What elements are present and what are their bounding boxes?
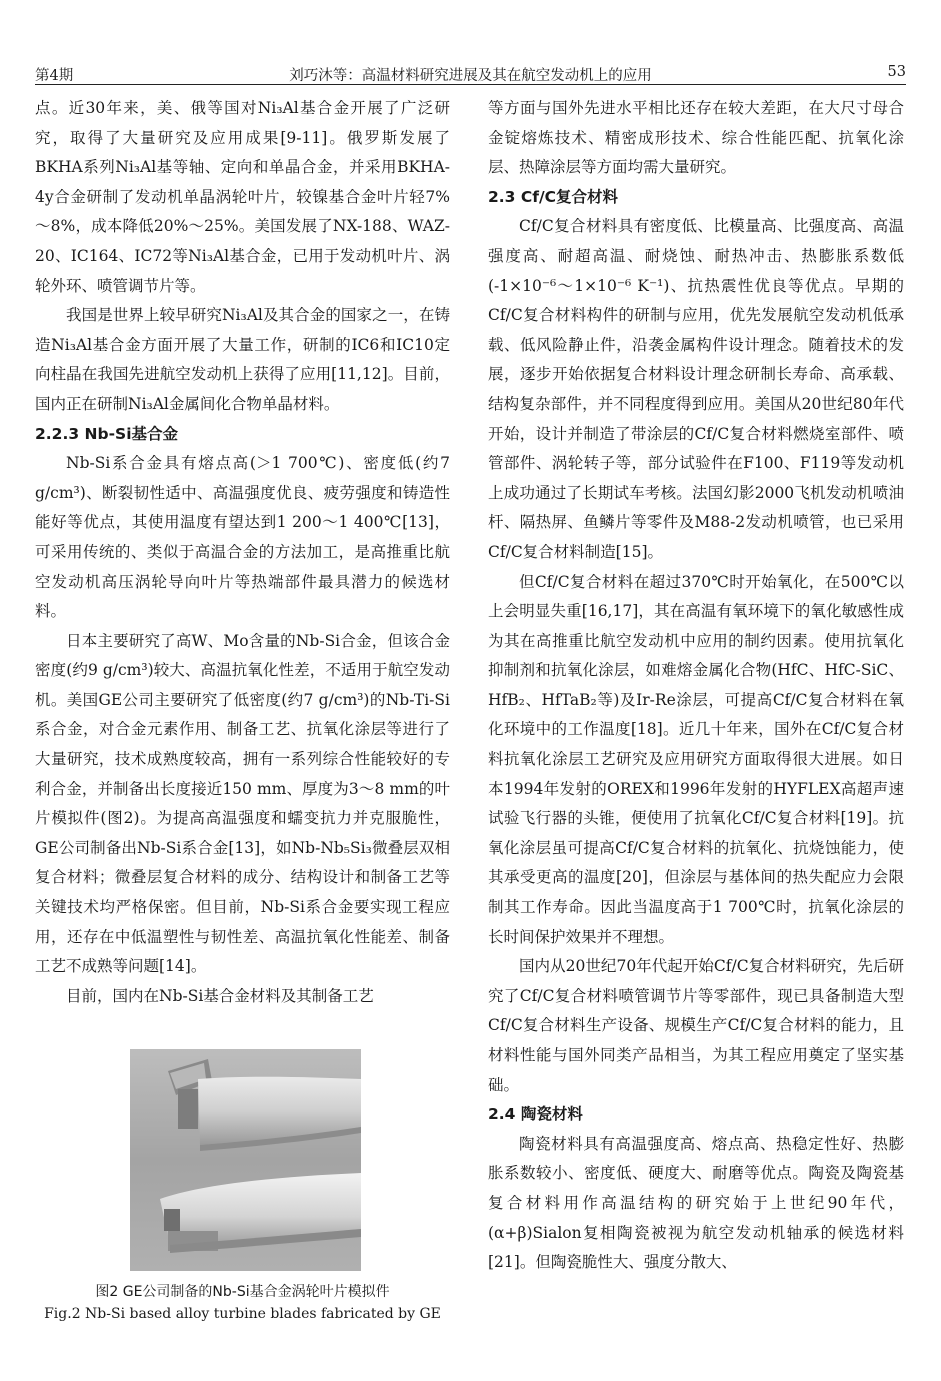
paragraph: Cf/C复合材料具有密度低、比模量高、比强度高、高温强度高、耐超高温、耐烧蚀、耐热冲击、热膨胀系数低(-1×10⁻⁶～1×10⁻⁶ K⁻¹)、抗热震性优良等优点。早期的Cf/C复合材料构件的研制与应用，优先发展航空发动机低承载、低风险静止件，沿袭金属构件设计理念。随着技术的发展，逐步开始依据复合材料设计理念研制长寿命、高承载、结构复杂部件，并不同程度得到应用。美国从20世纪80年代开始，设计并制造了带涂层的Cf/C复合材料燃烧室部件、喷管部件、涡轮转子等，部分试验件在F100、F119等发动机上成功通过了长期试车考核。法国幻影2000飞机发动机喷油杆、隔热屏、鱼鳞片等零件及M88-2发动机喷管，也已采用Cf/C复合材料制造[15]。 xyxy=(488,217,904,561)
section-heading: 2.4 陶瓷材料 xyxy=(488,1105,583,1124)
left-column xyxy=(35,94,450,1011)
paragraph: 陶瓷材料具有高温强度高、熔点高、热稳定性好、热膨胀系数较小、密度低、硬度大、耐磨等优点。陶瓷及陶瓷基复合材料用作高温结构的研究始于上世纪90年代，(α+β)Sialon复相陶瓷被视为航空发动机轴承的候选材料[21]。但陶瓷脆性大、强度分散大、 xyxy=(488,1134,904,1272)
running-header xyxy=(35,62,906,85)
section-heading: 2.2.3 Nb-Si基合金 xyxy=(35,424,179,443)
paragraph: 点。近30年来，美、俄等国对Ni₃Al基合金开展了广泛研究，取得了大量研究及应用成果[9-11]。俄罗斯发展了BKHA系列Ni₃Al基等轴、定向和单晶合金，并采用BKHA-4y合金研制了发动机单晶涡轮叶片，较镍基合金叶片轻7%～8%，成本降低20%～25%。美国发展了NX-188、WAZ-20、IC164、IC72等Ni₃Al基合金，已用于发动机叶片、涡轮外环、喷管调节片等。 xyxy=(35,99,450,295)
running-title: 刘巧沐等：高温材料研究进展及其在航空发动机上的应用 xyxy=(289,68,652,84)
turbine-blades-illustration xyxy=(130,1049,361,1271)
figure-caption-english: Fig.2 Nb-Si based alloy turbine blades fabricated by GE xyxy=(44,1306,441,1322)
lower-blade xyxy=(160,1173,361,1253)
section-heading: 2.3 Cf/C复合材料 xyxy=(488,187,619,206)
paragraph: 目前，国内在Nb-Si基合金材料及其制备工艺 xyxy=(66,986,374,1005)
right-column xyxy=(488,94,904,1278)
paragraph: 日本主要研究了高W、Mo含量的Nb-Si合金，但该合金密度(约9 g/cm³)较大、高温抗氧化性差，不适用于航空发动机。美国GE公司主要研究了低密度(约7 g/cm³)的Nb-Ti-Si系合金，对合金元素作用、制备工艺、抗氧化涂层等进行了大量研究，技术成熟度较高，拥有一系列综合性能较好的专利合金，并制备出长度接近150 mm、厚度为3～8 mm的叶片模拟件(图2)。为提高高温强度和蠕变抗力并克服脆性，GE公司制备出Nb-Si系合金[13]，如Nb-Nb₅Si₃微叠层双相复合材料；微叠层复合材料的成分、结构设计和制备工艺等关键技术均严格保密。但目前，Nb-Si系合金要实现工程应用，还存在中低温塑性与韧性差、高温抗氧化性能差、制备工艺不成熟等问题[14]。 xyxy=(35,631,450,976)
figure-caption-chinese: 图2 GE公司制备的Nb-Si基合金涡轮叶片模拟件 xyxy=(95,1284,390,1300)
figure-photo-turbine-blades xyxy=(130,1049,361,1271)
paragraph: 等方面与国外先进水平相比还存在较大差距，在大尺寸母合金锭熔炼技术、精密成形技术、综合性能匹配、抗氧化涂层、热障涂层等方面均需大量研究。 xyxy=(488,99,904,177)
paragraph: 国内从20世纪70年代起开始Cf/C复合材料研究，先后研究了Cf/C复合材料喷管调节片等零部件，现已具备制造大型Cf/C复合材料生产设备、规模生产Cf/C复合材料的能力，且材料性能与国外同类产品相当，为其工程应用奠定了坚实基础。 xyxy=(488,957,904,1094)
upper-blade xyxy=(168,1059,361,1151)
paragraph: 我国是世界上较早研究Ni₃Al及其合金的国家之一，在铸造Ni₃Al基合金方面开展了大量工作，研制的IC6和IC10定向柱晶在我国先进航空发动机上获得了应用[11,12]。目前，国内正在研制Ni₃Al金属间化合物单晶材料。 xyxy=(35,306,450,413)
paragraph: 但Cf/C复合材料在超过370℃时开始氧化，在500℃以上会明显失重[16,17]，其在高温有氧环境下的氧化敏感性成为其在高推重比航空发动机中应用的制约因素。使用抗氧化抑制剂和抗氧化涂层，如难熔金属化合物(HfC、HfC-SiC、HfB₂、HfTaB₂等)及Ir-Re涂层，可提高Cf/C复合材料在氧化环境中的工作温度[18]。近几十年来，国外在Cf/C复合材料抗氧化涂层工艺研究及应用研究方面取得很大进展。如日本1994年发射的OREX和1996年发射的HYFLEX高超声速试验飞行器的头锥，便使用了抗氧化Cf/C复合材料[19]。抗氧化涂层虽可提高Cf/C复合材料的抗氧化、抗烧蚀能力，使其承受更高的温度[20]，但涂层与基体间的热失配应力会限制其工作寿命。因此当温度高于1 700℃时，抗氧化涂层的长时间保护效果并不理想。 xyxy=(488,572,904,946)
issue-number: 第4期 xyxy=(35,68,74,84)
page-number: 53 xyxy=(887,64,906,80)
paragraph: Nb-Si系合金具有熔点高(＞1 700℃)、密度低(约7 g/cm³)、断裂韧性适中、高温强度优良、疲劳强度和铸造性能好等优点，其使用温度有望达到1 200～1 400℃[13]，可采用传统的、类似于高温合金的方法加工，是高推重比航空发动机高压涡轮导向叶片等热端部件最具潜力的候选材料。 xyxy=(35,454,450,621)
